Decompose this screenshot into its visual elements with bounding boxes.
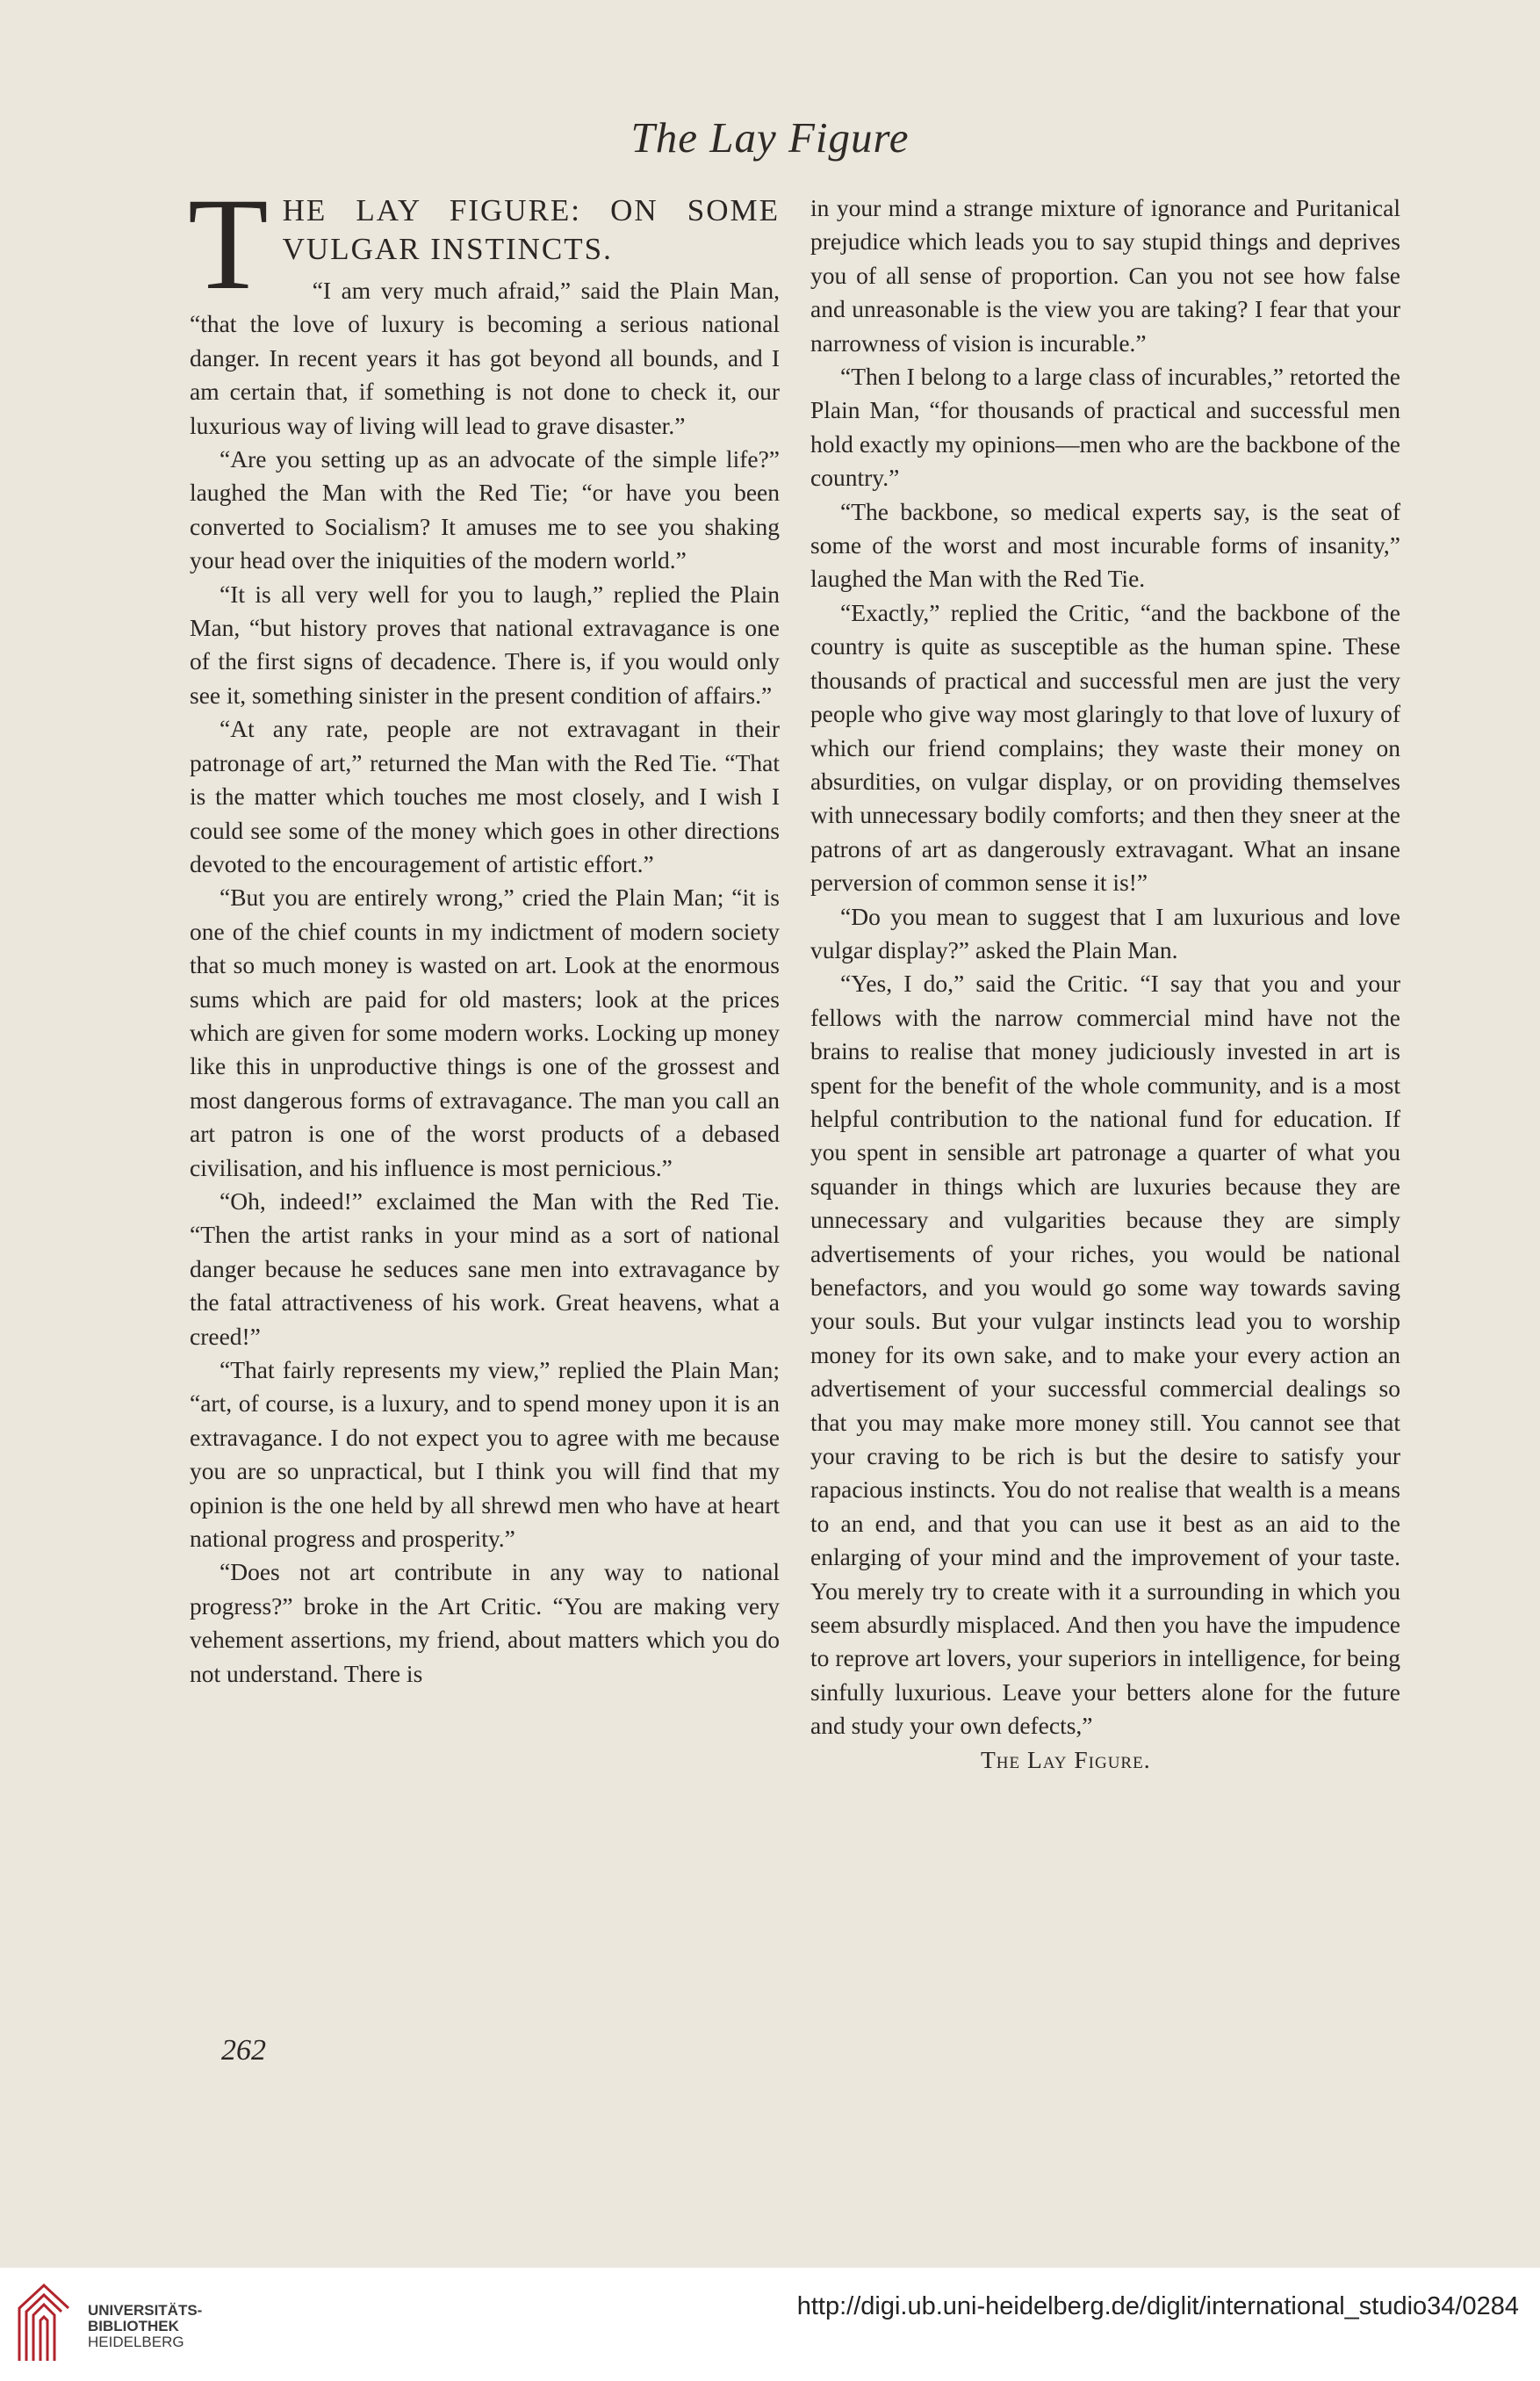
left-column: [188, 171, 780, 1691]
article-headline: [188, 171, 780, 317]
paragraph: “That fairly represents my view,” replied the Plain Man; “art, of course, is a luxury, and to spend money upon it is an extravagance. I do not expect you to agree with me because you are so unpractical, but I think you will find that my opinion is the one held by all shrewd men who have at heart national progress and prosperity.”: [190, 1356, 780, 1553]
library-name-line: HEIDELBERG: [88, 2334, 184, 2350]
drop-cap: T: [188, 171, 269, 317]
right-column: [810, 191, 1400, 1777]
running-head: The Lay Figure: [630, 113, 910, 162]
paragraph: “Exactly,” replied the Critic, “and the backbone of the country is quite as susceptible as the human spine. These thousands of practical and successful men are just the very people who give way most glaringly to that love of luxury of which our friend complains; they waste their money on absurdities, on vulgar display, or on providing themselves with unnecessary bodily comforts; and then they sneer at the patrons of art as dangerously extravagant. What an insane perversion of common sense it is!”: [810, 598, 1400, 897]
source-url-link[interactable]: http://digi.ub.uni-heidelberg.de/diglit/international_studio34/0284: [796, 2292, 1519, 2320]
paragraph: “The backbone, so medical experts say, is the seat of some of the worst and most incurable forms of insanity,” laughed the Man with the Red Tie.: [810, 497, 1400, 593]
paragraph: “Do you mean to suggest that I am luxurious and love vulgar display?” asked the Plain Man.: [810, 902, 1400, 963]
library-logo-icon: [14, 2282, 76, 2366]
signature-line: [810, 1743, 1400, 1777]
paragraph: “Does not art contribute in any way to national progress?” broke in the Art Critic. “You are making very vehement assertions, my friend, about matters which you do not understand. There is: [190, 1558, 780, 1687]
paragraph: “It is all very well for you to laugh,” replied the Plain Man, “but history proves that national extravagance is one of the first signs of decadence. There is, if you would only see it, something sinister in the present condition of affairs.”: [190, 580, 780, 709]
paragraph: “Yes, I do,” said the Critic. “I say that you and your fellows with the narrow commercial mind have not the brains to realise that money judiciously invested in art is spent for the benefit of the whole community, and is a most helpful contribution to the national fund for education. If you spent in sensible art patronage a quarter of what you squander in things which are luxuries because they are unnecessary and vulgarities because they are simply advertisements of your riches, you would be national benefactors, and you would go some way towards saving your souls. But your vulgar instincts lead you to worship money for its own sake, and to make your every action an advertisement of your successful commercial dealings so that you may make more money still. You cannot see that your craving to be rich is but the desire to satisfy your rapacious instincts. You do not realise that wealth is a means to an end, and that you can use it best as an aid to the enlarging of your mind and the improvement of your taste. You merely try to create with it a surrounding in which you seem absurdly misplaced. And then you have the impudence to reprove art lovers, your superiors in intelligence, for being sinfully luxurious. Leave your betters alone for the future and study your own defects,”: [810, 970, 1400, 1740]
page-number: 262: [221, 2034, 266, 2067]
footer-bar: [0, 2268, 1540, 2381]
paragraph: “At any rate, people are not extravagant in their patronage of art,” returned the Man with the Red Tie. “That is the matter which touches me most closely, and I wish I could see some of the money which goes in other directions devoted to the encouragement of artistic effort.”: [190, 715, 780, 877]
paragraph: “Are you setting up as an advocate of the simple life?” laughed the Man with the Red Tie; “or have you been converted to Socialism? It amuses me to see you shaking your head over the iniquities of the modern world.”: [190, 445, 780, 574]
library-name-line: BIBLIOTHEK: [88, 2318, 179, 2334]
paragraph: “But you are entirely wrong,” cried the Plain Man; “it is one of the chief counts in my indictment of modern society that so much money is wasted on art. Look at the enormous sums which are paid for old masters; look at the prices which are given for some modern works. Locking up money like this in unproductive things is one of the grossest and most dangerous forms of extravagance. The man you call an art patron is one of the worst products of a debased civilisation, and his influence is most pernicious.”: [190, 884, 780, 1181]
library-name: [88, 2303, 202, 2350]
paragraph: “I am very much afraid,” said the Plain Man, “that the love of luxury is becoming a serious national danger. In recent years it has got beyond all bounds, and I am certain that, if something is not done to check it, our luxurious way of living will lead to grave disaster.”: [190, 277, 780, 439]
paragraph: “Oh, indeed!” exclaimed the Man with the Red Tie. “Then the artist ranks in your mind as a sort of national danger because he seduces sane men into extravagance by the fatal attractiveness of his work. Great heavens, what a creed!”: [190, 1187, 780, 1350]
library-name-line: UNIVERSITÄTS-: [88, 2302, 203, 2319]
headline-text: HE LAY FIGURE: ON SOME VULGAR INSTINCTS.: [282, 193, 780, 266]
paragraph-continuation: in your mind a strange mixture of ignorance and Puritanical prejudice which leads you to say stupid things and deprives you of all sense of proportion. Can you not see how false and unreasonable is the view you are taking? I fear that your narrowness of vision is incurable.”: [810, 194, 1400, 357]
paragraph: “Then I belong to a large class of incurables,” retorted the Plain Man, “for thousands of practical and successful men hold exactly my opinions—men who are the backbone of the country.”: [810, 363, 1400, 492]
signature: The Lay Figure.: [981, 1745, 1151, 1773]
